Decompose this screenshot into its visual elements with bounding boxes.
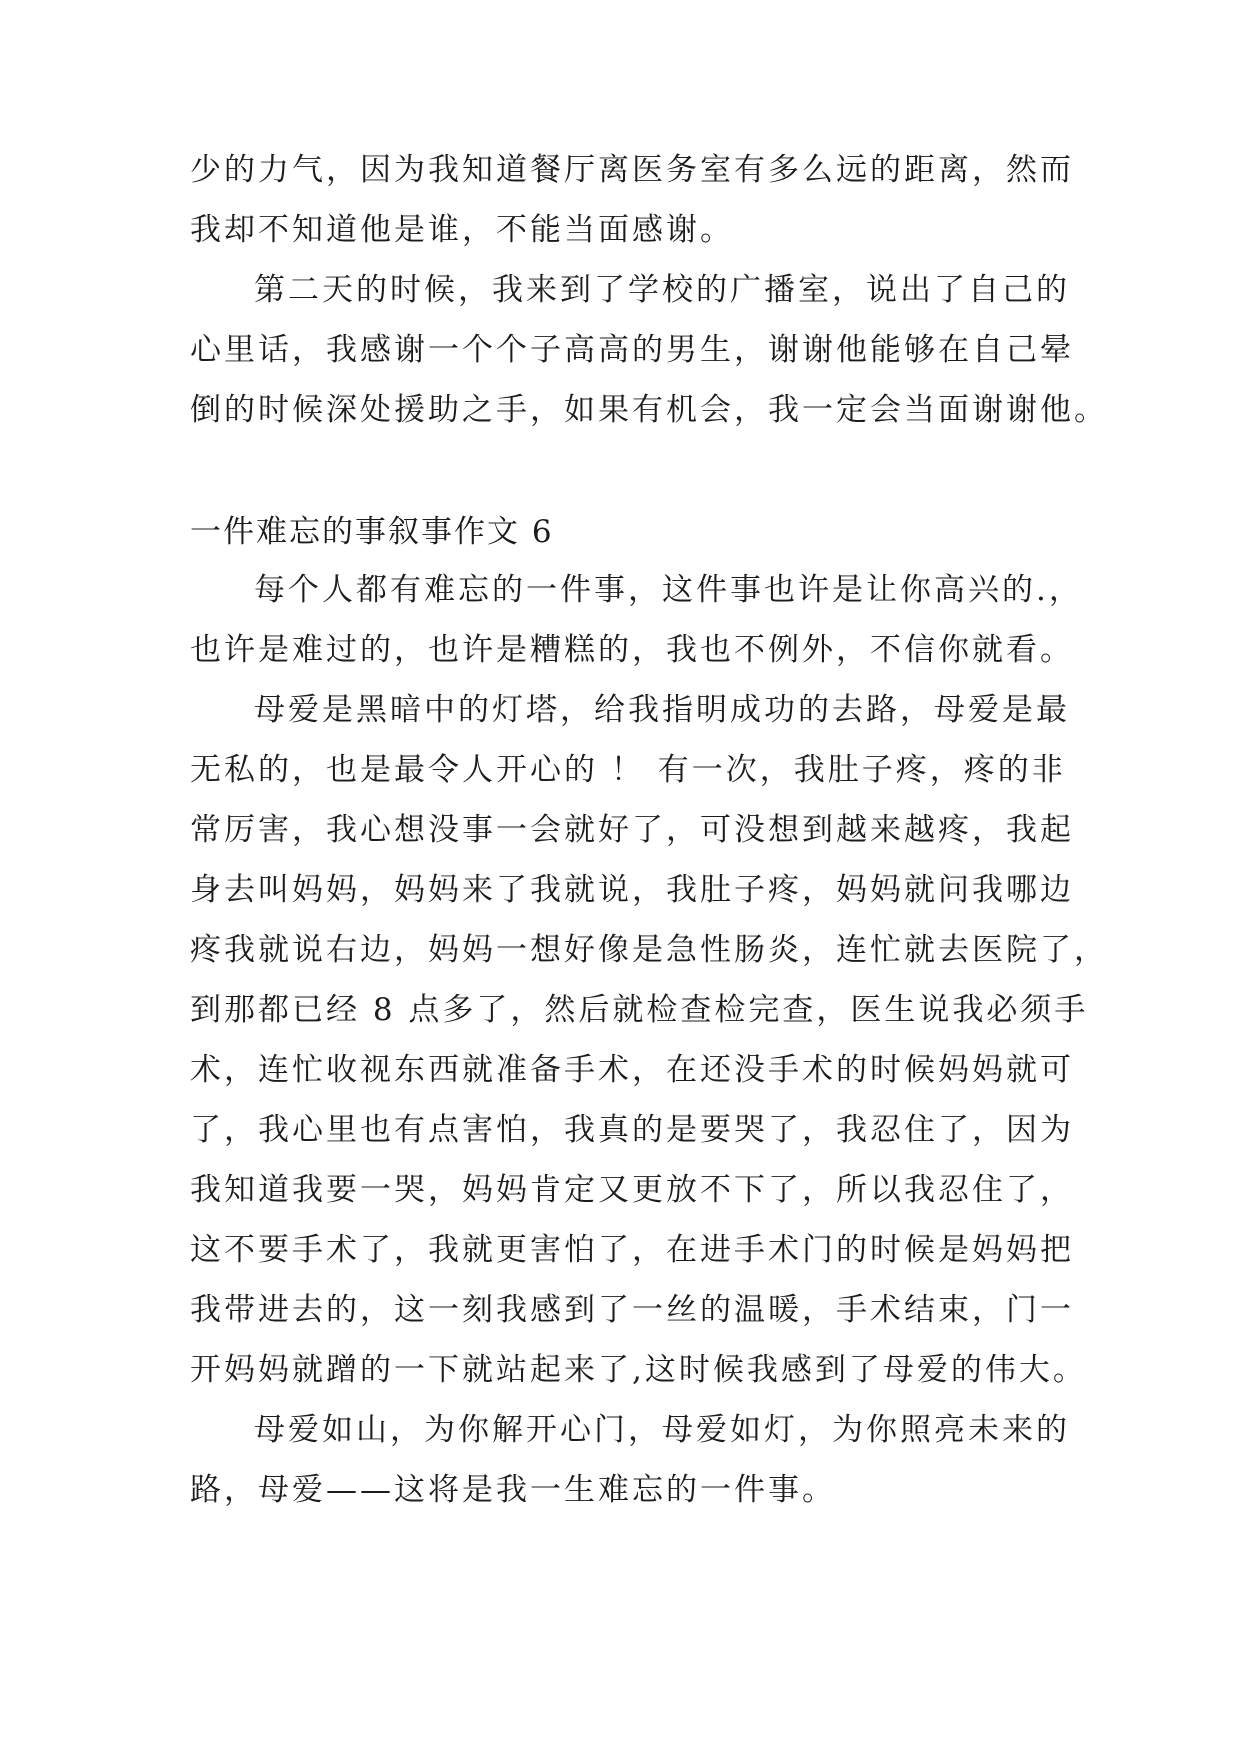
- paragraph-line: 第二天的时候，我来到了学校的广播室，说出了自己的: [254, 272, 1070, 308]
- paragraph-line: 路，母爱——这将是我一生难忘的一件事。: [190, 1472, 836, 1508]
- paragraph-line: 常厉害，我心想没事一会就好了，可没想到越来越疼，我起: [190, 812, 1074, 848]
- paragraph-line: 我带进去的，这一刻我感到了一丝的温暖，手术结束，门一: [190, 1292, 1074, 1328]
- paragraph-line: 身去叫妈妈，妈妈来了我就说，我肚子疼，妈妈就问我哪边: [190, 872, 1074, 908]
- paragraph-line: 开妈妈就蹭的一下就站起来了,这时候我感到了母爱的伟大。: [190, 1352, 1087, 1388]
- paragraph-line: 这不要手术了，我就更害怕了，在进手术门的时候是妈妈把: [190, 1232, 1074, 1268]
- paragraph-line: 到那都已经 8 点多了，然后就检查检完查，医生说我必须手: [190, 992, 1089, 1028]
- paragraph-line: 我知道我要一哭，妈妈肯定又更放不下了，所以我忍住了，: [190, 1172, 1074, 1208]
- paragraph-line: 少的力气，因为我知道餐厅离医务室有多么远的距离，然而: [190, 152, 1074, 188]
- paragraph-line: 心里话，我感谢一个个子高高的男生，谢谢他能够在自己晕: [190, 332, 1074, 368]
- paragraph-line: 我却不知道他是谁，不能当面感谢。: [190, 212, 734, 248]
- paragraph-line: 了，我心里也有点害怕，我真的是要哭了，我忍住了，因为: [190, 1112, 1074, 1148]
- paragraph-line: 每个人都有难忘的一件事，这件事也许是让你高兴的.，: [254, 572, 1083, 608]
- paragraph-line: 无私的，也是最令人开心的 ！ 有一次，我肚子疼，疼的非: [190, 752, 1066, 788]
- paragraph-line: 疼我就说右边，妈妈一想好像是急性肠炎，连忙就去医院了，: [190, 932, 1108, 968]
- paragraph-line: 术，连忙收视东西就准备手术，在还没手术的时候妈妈就可: [190, 1052, 1074, 1088]
- paragraph-line: 母爱是黑暗中的灯塔，给我指明成功的去路，母爱是最: [254, 692, 1070, 728]
- paragraph-line: 母爱如山，为你解开心门，母爱如灯，为你照亮未来的: [254, 1412, 1070, 1448]
- section-title: 一件难忘的事叙事作文 6: [190, 514, 554, 550]
- paragraph-line: 也许是难过的，也许是糟糕的，我也不例外，不信你就看。: [190, 632, 1074, 668]
- paragraph-line: 倒的时候深处援助之手，如果有机会，我一定会当面谢谢他。: [190, 392, 1108, 428]
